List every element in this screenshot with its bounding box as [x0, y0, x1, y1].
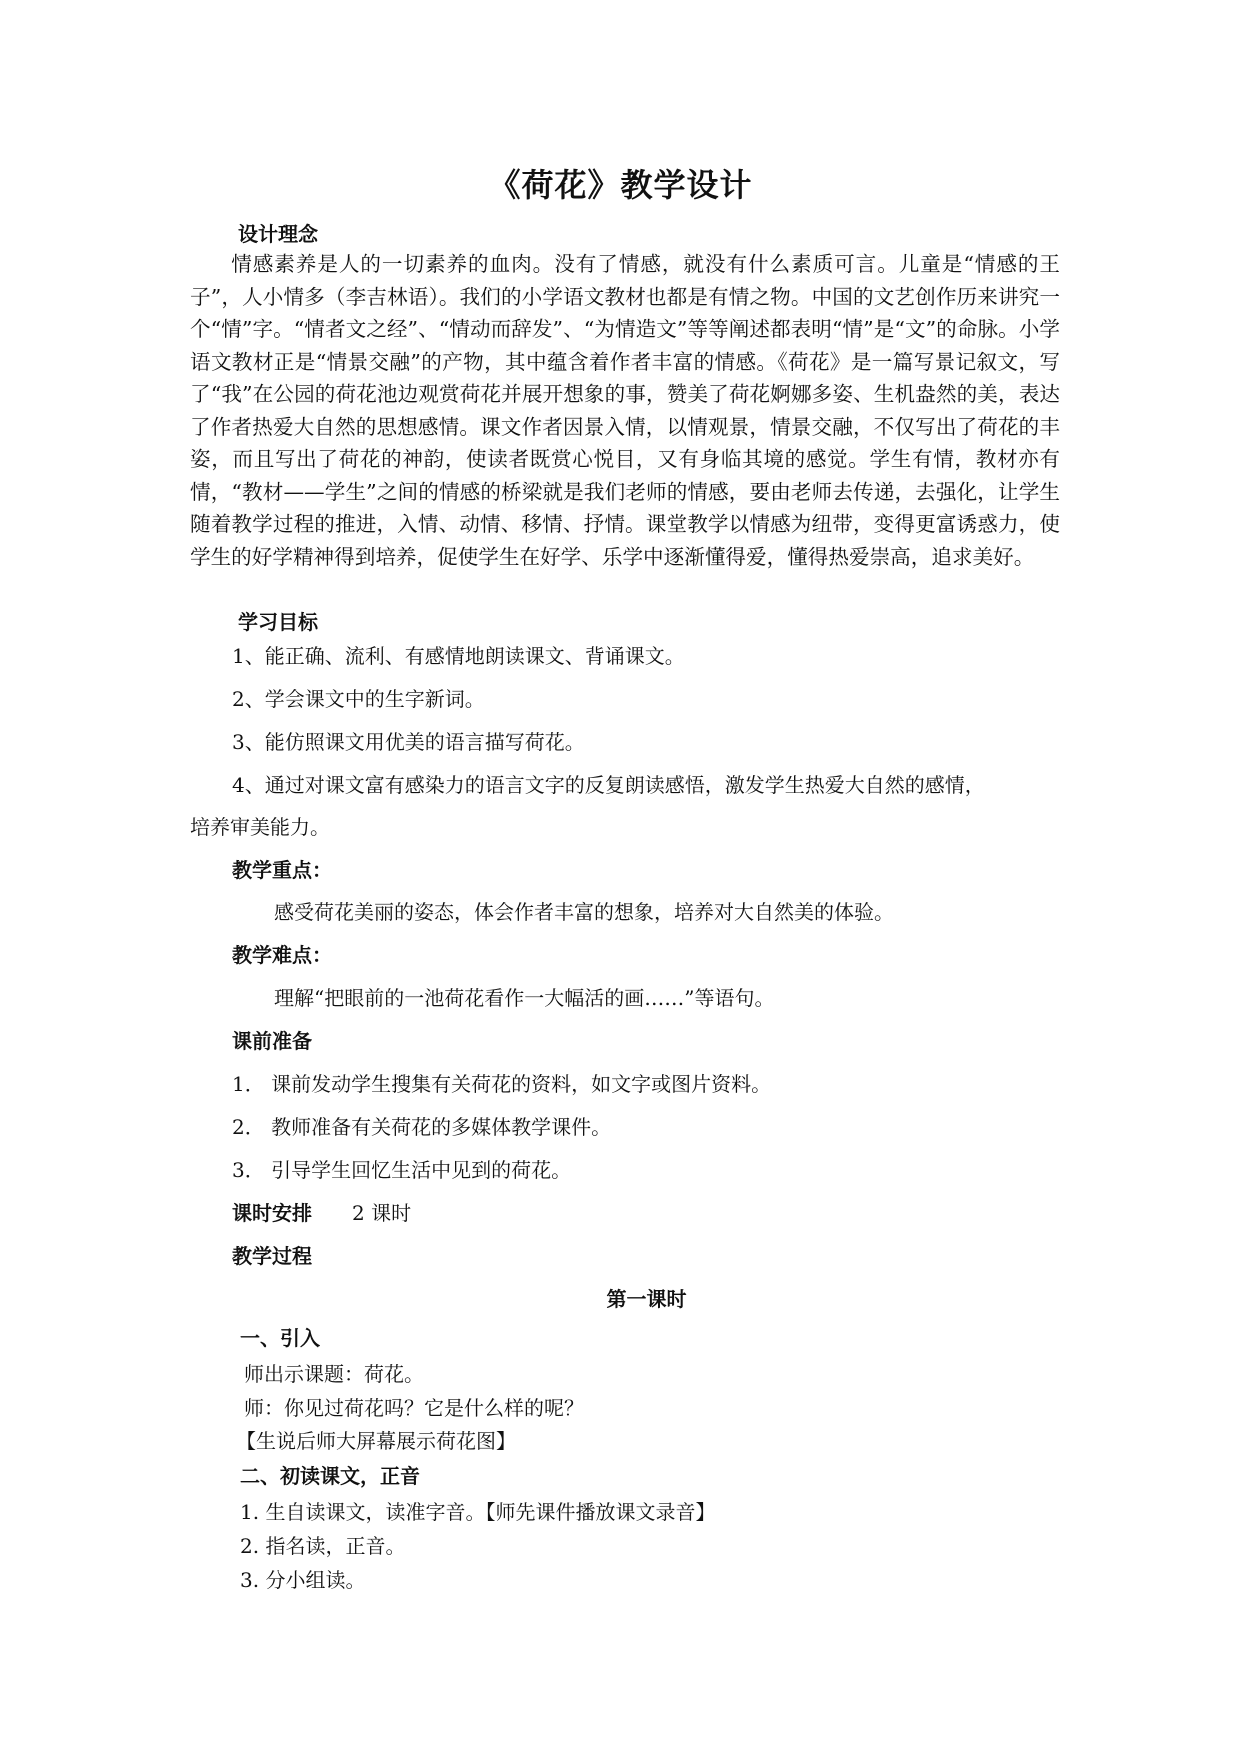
section-intro-heading: 一、引入 [240, 1326, 320, 1350]
objective-item-2: 2、学会课文中的生字新词。 [232, 687, 485, 711]
difficulty-text: 理解“把眼前的一池荷花看作一大幅活的画……”等语句。 [274, 986, 775, 1010]
section-read-heading: 二、初读课文，正音 [240, 1464, 420, 1488]
objectives-heading: 学习目标 [238, 610, 318, 634]
key-point-heading: 教学重点： [232, 858, 332, 882]
preparation-item-3: 3． 引导学生回忆生活中见到的荷花。 [232, 1158, 572, 1182]
section-intro-line-2: 师：你见过荷花吗？它是什么样的呢？ [244, 1396, 584, 1420]
schedule-value: 2 课时 [352, 1201, 412, 1225]
schedule-heading: 课时安排 [232, 1201, 312, 1225]
objective-item-4-continued: 培养审美能力。 [190, 815, 330, 839]
objective-item-3: 3、能仿照课文用优美的语言描写荷花。 [232, 730, 585, 754]
design-concept-paragraph: 情感素养是人的一切素养的血肉。没有了情感，就没有什么素质可言。儿童是“情感的王子”，人小情多（李吉林语）。我们的小学语文教材也都是有情之物。中国的文艺创作历来讲究一个“情”字。“情者文之经”、“情动而辞发”、“为情造文”等等阐述都表明“情”是“文”的命脉。小学语文教材正是“情景交融”的产物，其中蕴含着作者丰富的情感。《荷花》是一篇写景记叙文，写了“我”在公园的荷花池边观赏荷花并展开想象的事，赞美了荷花婀娜多姿、生机盎然的美，表达了作者热爱大自然的思想感情。课文作者因景入情，以情观景，情景交融，不仅写出了荷花的丰姿，而且写出了荷花的神韵，使读者既赏心悦目，又有身临其境的感觉。学生有情，教材亦有情，“教材——学生”之间的情感的桥梁就是我们老师的情感，要由老师去传递，去强化，让学生随着教学过程的推进，入情、动情、移情、抒情。课堂教学以情感为纽带，变得更富诱惑力，使学生的好学精神得到培养，促使学生在好学、乐学中逐渐懂得爱，懂得热爱崇高，追求美好。 [190, 252, 1060, 569]
preparation-heading: 课前准备 [232, 1029, 312, 1053]
section-intro-line-1: 师出示课题：荷花。 [244, 1362, 424, 1386]
design-concept-heading: 设计理念 [238, 222, 318, 246]
lesson-title: 第一课时 [606, 1287, 687, 1311]
section-read-line-2: 2. 指名读，正音。 [240, 1534, 406, 1558]
objective-item-1: 1、能正确、流利、有感情地朗读课文、背诵课文。 [232, 644, 685, 668]
section-intro-line-3: 【生说后师大屏幕展示荷花图】 [236, 1429, 516, 1453]
difficulty-heading: 教学难点： [232, 943, 332, 967]
document-title: 《荷花》教学设计 [488, 166, 753, 204]
key-point-text: 感受荷花美丽的姿态，体会作者丰富的想象，培养对大自然美的体验。 [274, 900, 894, 924]
process-heading: 教学过程 [232, 1244, 312, 1268]
preparation-item-2: 2． 教师准备有关荷花的多媒体教学课件。 [232, 1115, 612, 1139]
objective-item-4: 4、通过对课文富有感染力的语言文字的反复朗读感悟，激发学生热爱大自然的感情， [232, 773, 985, 797]
section-read-line-3: 3. 分小组读。 [240, 1568, 366, 1592]
preparation-item-1: 1． 课前发动学生搜集有关荷花的资料，如文字或图片资料。 [232, 1072, 772, 1096]
section-read-line-1: 1. 生自读课文，读准字音。【师先课件播放课文录音】 [240, 1500, 716, 1524]
